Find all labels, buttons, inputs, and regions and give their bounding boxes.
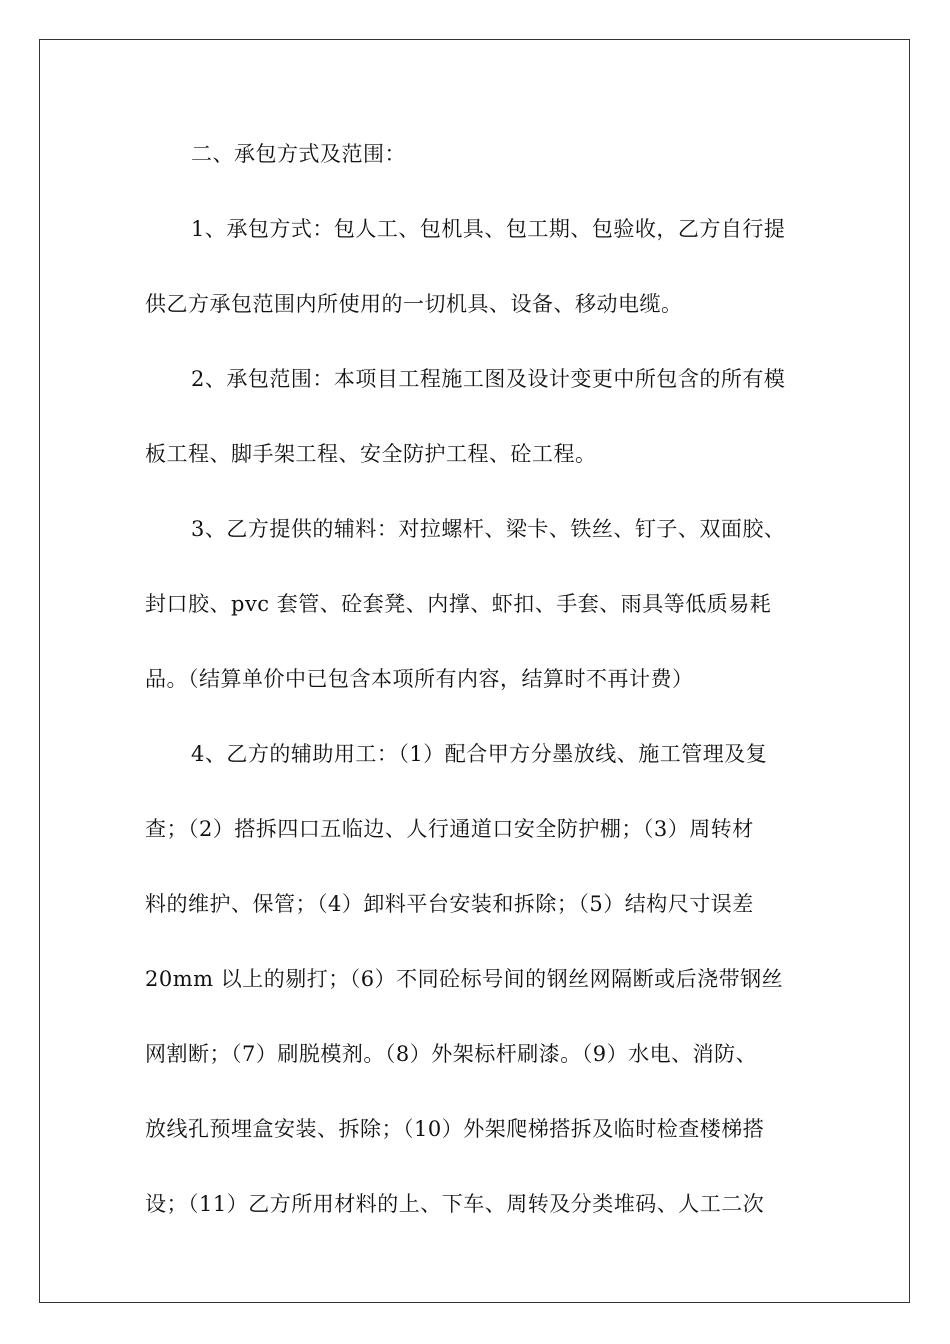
paragraph-line: 品。（结算单价中已包含本项所有内容，结算时不再计费） [145,667,694,691]
paragraph-line: 封口胶、pvc 套管、砼套凳、内撑、虾扣、手套、雨具等低质易耗 [145,592,772,616]
paragraph-line: 3、乙方提供的辅料：对拉螺杆、梁卡、铁丝、钉子、双面胶、 [191,517,786,541]
paragraph-line: 4、乙方的辅助用工：（1）配合甲方分墨放线、施工管理及复 [191,742,768,766]
paragraph-line: 1、承包方式：包人工、包机具、包工期、包验收，乙方自行提 [191,217,786,241]
paragraph-line: 网割断；（7）刷脱模剂。（8）外架标杆刷漆。（9）水电、消防、 [145,1042,758,1066]
paragraph-line: 板工程、脚手架工程、安全防护工程、砼工程。 [145,442,597,466]
section-heading: 二、承包方式及范围： [191,142,406,166]
paragraph-line: 供乙方承包范围内所使用的一切机具、设备、移动电缆。 [145,292,683,316]
paragraph-line: 料的维护、保管；（4）卸料平台安装和拆除；（5）结构尺寸误差 [145,892,754,916]
paragraph-line: 放线孔预埋盒安装、拆除；（10）外架爬梯搭拆及临时检查楼梯搭 [145,1117,765,1141]
paragraph-line: 20mm 以上的剔打；（6）不同砼标号间的钢丝网隔断或后浇带钢丝 [145,967,784,991]
paragraph-line: 2、承包范围：本项目工程施工图及设计变更中所包含的所有模 [191,367,786,391]
paragraph-line: 设；（11）乙方所用材料的上、下车、周转及分类堆码、人工二次 [145,1192,765,1216]
paragraph-line: 查；（2）搭拆四口五临边、人行通道口安全防护棚；（3）周转材 [145,817,754,841]
